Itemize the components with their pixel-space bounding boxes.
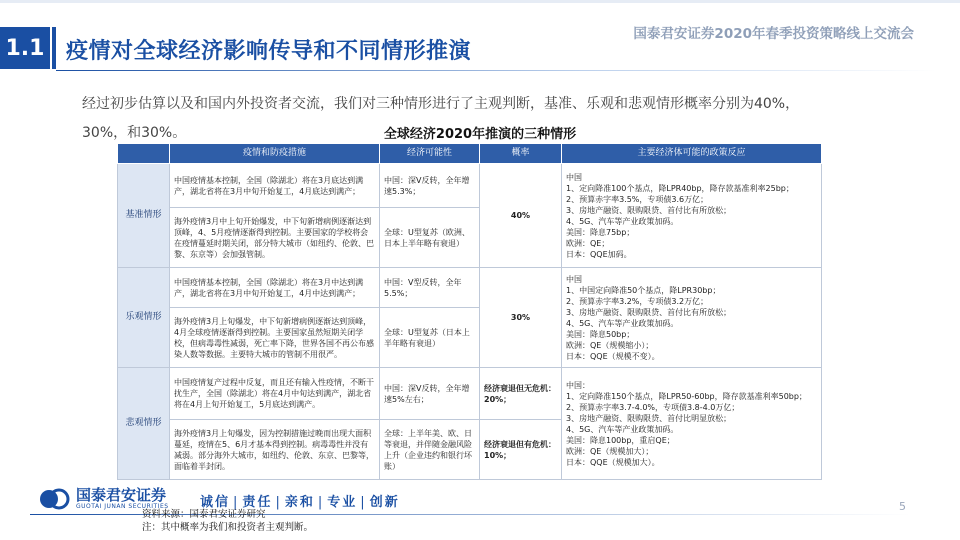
motto-char: 专 — [327, 495, 343, 510]
motto-char: 创 — [369, 495, 385, 510]
company-name-en: GUOTAI JUNAN SECURITIES — [76, 503, 169, 510]
badge-accent-bar — [52, 27, 56, 69]
measures-cell: 中国疫情基本控制，全国（除湖北）将在3月底达到满产，湖北省将在3月中旬开始复工，4月底达到满产； — [170, 164, 380, 208]
intro-paragraph: 经过初步估算以及和国内外投资者交流，我们对三种情形进行了主观判断，基准、乐观和悲观情形概率分别为40%，30%，和30%。 — [82, 96, 800, 141]
scenario-name: 基准情形 — [118, 164, 170, 268]
probability-cell: 经济衰退但有危机：10%； — [480, 420, 562, 480]
policy-line: 欧洲：QE（规模加大）； — [566, 446, 654, 456]
page-number: 5 — [899, 500, 906, 513]
header-cell: 主要经济体可能的政策反应 — [562, 144, 822, 164]
policy-line: 2、预算赤字率3.2%，专项债3.2万亿； — [566, 296, 709, 306]
policy-line: 3、房地产融资、限购限贷、首付比有所放松； — [566, 205, 732, 215]
company-logo-icon — [38, 488, 70, 510]
measures-cell: 中国疫情基本控制，全国（除湖北）将在3月中达到满产，湖北省将在3月中旬开始复工，4月中达到满产； — [170, 268, 380, 308]
probability-cell: 30% — [480, 268, 562, 368]
policy-line: 2、预算赤字率3.7-4.0%，专项债3.8-4.0万亿； — [566, 402, 740, 412]
company-name-cn: 国泰君安证券 — [76, 486, 167, 504]
policy-line: 美国：降息50bp； — [566, 329, 635, 339]
measures-cell: 海外疫情3月上旬爆发，因为控制措施过晚而出现大面积蔓延，疫情在5、6月才基本得到控制。病毒毒性并没有减弱。部分海外大城市，如纽约、伦敦、东京、巴黎等，面临着半封闭。 — [170, 420, 380, 480]
policy-line: 1、定向降准150个基点，降LPR50-60bp，降存款基准利率50bp； — [566, 391, 807, 401]
header-cell: 概率 — [480, 144, 562, 164]
top-border — [0, 0, 960, 3]
motto-char: 诚 — [200, 495, 216, 510]
policy-cell — [562, 268, 822, 368]
measures-cell: 海外疫情3月中上旬开始爆发，中下旬新增病例逐渐达到顶峰，4、5月疫情逐渐得到控制。主要国家的学校将会在疫情蔓延时期关闭，部分特大城市（如纽约、伦敦、巴黎、东京等）会加强管制。 — [170, 208, 380, 268]
motto-char: 和 — [299, 495, 315, 510]
policy-line: 日本：QQE（规模加大）。 — [566, 457, 660, 467]
measures-cell: 中国疫情复产过程中反复，而且还有输入性疫情，不断干扰生产，全国（除湖北）将在4月中旬达到满产，湖北省将在4月上旬开始复工，5月底达到满产。 — [170, 368, 380, 420]
source-text: 资料来源：国泰君安证券研究 — [142, 509, 266, 520]
economy-cell: 全球：上半年美、欧、日等衰退，并伴随金融风险上升（企业违约和银行坏账） — [380, 420, 480, 480]
economy-cell: 全球：U型复苏（日本上半年略有衰退） — [380, 308, 480, 368]
table-title: 全球经济2020年推演的三种情形 — [383, 127, 577, 142]
header-cell — [118, 144, 170, 164]
table-row — [118, 368, 822, 420]
policy-line: 欧洲：QE（规模缩小）； — [566, 340, 654, 350]
section-number-badge: 1.1 — [0, 27, 50, 69]
motto-char: 新 — [384, 495, 400, 510]
policy-line: 2、预算赤字率3.5%，专项债3.6万亿； — [566, 194, 709, 204]
motto-char: 信 — [215, 495, 231, 510]
policy-line: 3、房地产融资、限购限贷、首付比明显放松； — [566, 413, 732, 423]
economy-cell: 中国：V型反转，全年5.5%； — [380, 268, 480, 308]
header-divider — [56, 70, 936, 71]
policy-line: 4、5G、汽车等产业政策加码。 — [566, 318, 679, 328]
motto-char: 亲 — [284, 495, 300, 510]
policy-line: 1、中国定向降准50个基点，降LPR30bp； — [566, 285, 721, 295]
policy-line: 1、定向降准100个基点，降LPR40bp，降存款基准利率25bp； — [566, 183, 794, 193]
policy-line: 日本：QQE（规模不变）。 — [566, 351, 660, 361]
company-motto: 诚信 | 责任 | 亲和 | 专业 | 创新 — [200, 495, 400, 510]
table-row — [118, 164, 822, 208]
policy-line: 4、5G、汽车等产业政策加码。 — [566, 424, 679, 434]
policy-line: 日本：QQE加码。 — [566, 249, 632, 259]
policy-line: 欧洲：QE； — [566, 238, 610, 248]
policy-line: 中国： — [566, 380, 590, 390]
probability-cell: 40% — [480, 164, 562, 268]
motto-char: 业 — [342, 495, 358, 510]
policy-line: 美国：降息100bp，重启QE； — [566, 435, 675, 445]
header-cell: 经济可能性 — [380, 144, 480, 164]
table-row — [118, 268, 822, 308]
event-title: 国泰君安证券2020年春季投资策略线上交流会 — [633, 26, 914, 42]
header-cell: 疫情和防疫措施 — [170, 144, 380, 164]
scenario-name: 乐观情形 — [118, 268, 170, 368]
economy-cell: 全球：U型复苏（欧洲、日本上半年略有衰退） — [380, 208, 480, 268]
economy-cell: 中国：深V反转，全年增速5%左右； — [380, 368, 480, 420]
policy-line: 4、5G、汽车等产业政策加码。 — [566, 216, 679, 226]
economy-cell: 中国：深V反转，全年增速5.3%； — [380, 164, 480, 208]
probability-cell: 经济衰退但无危机：20%； — [480, 368, 562, 420]
policy-line: 中国 — [566, 274, 582, 284]
probability-note: 注：其中概率为我们和投资者主观判断。 — [142, 522, 314, 533]
motto-char: 责 — [242, 495, 258, 510]
policy-line: 美国：降息75bp； — [566, 227, 635, 237]
policy-line: 中国 — [566, 172, 582, 182]
table-header-row — [118, 144, 822, 164]
source-note — [142, 508, 313, 534]
scenario-table — [117, 143, 822, 480]
page-title: 疫情对全球经济影响传导和不同情形推演 — [66, 39, 472, 64]
policy-cell — [562, 164, 822, 268]
scenario-name: 悲观情形 — [118, 368, 170, 480]
policy-cell — [562, 368, 822, 480]
motto-char: 任 — [257, 495, 273, 510]
measures-cell: 海外疫情3月上旬爆发，中下旬新增病例逐渐达到顶峰，4月全球疫情逐渐得到控制。主要国家虽然短期关闭学校，但病毒毒性减弱，死亡率下降，世界各国不再公布感染人数等数据。主要特大城市的管制不用很严。 — [170, 308, 380, 368]
policy-line: 3、房地产融资、限购限贷、首付比有所放松； — [566, 307, 732, 317]
